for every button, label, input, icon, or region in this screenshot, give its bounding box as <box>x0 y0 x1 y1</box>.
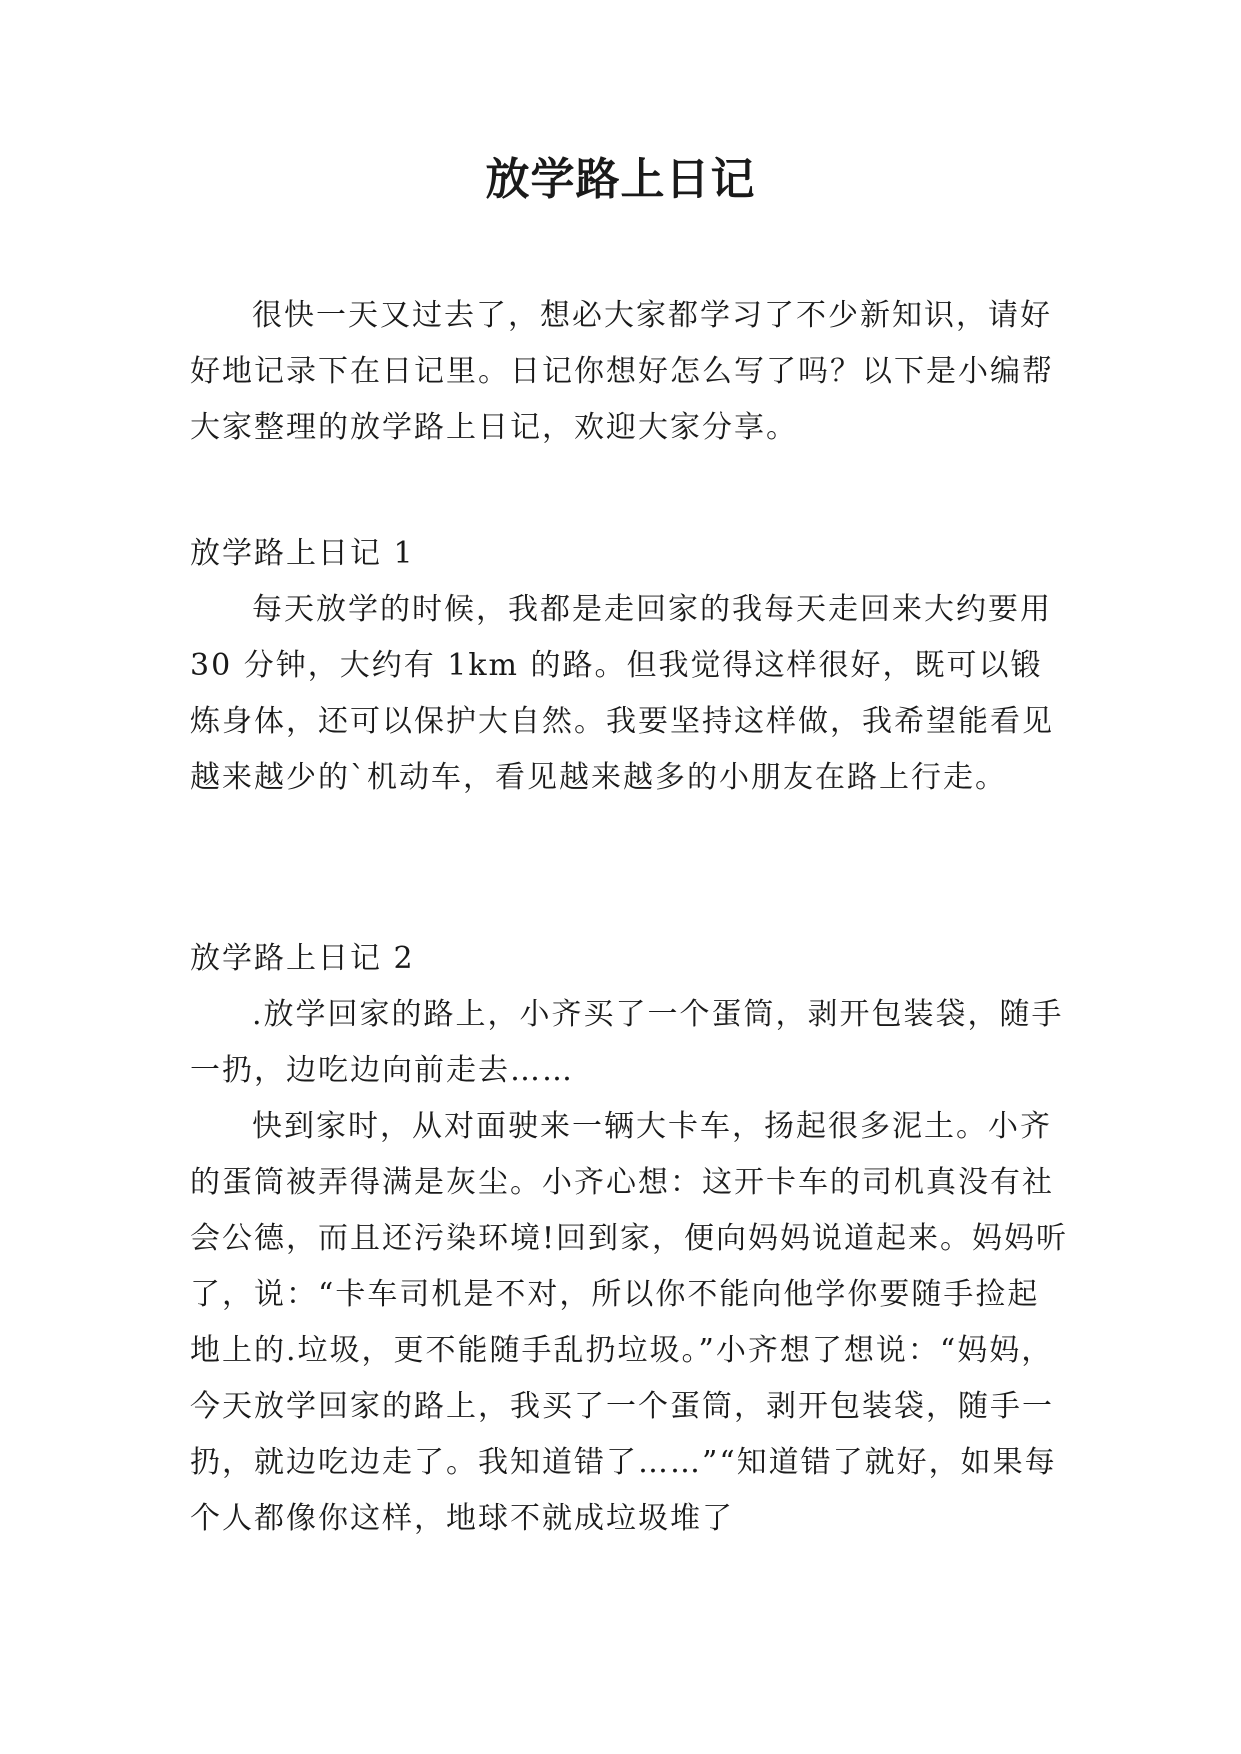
diary-2-body <box>190 987 1070 1547</box>
intro-section <box>190 288 1070 456</box>
diary-1-heading: 放学路上日记 1 <box>190 536 415 571</box>
diary-1-paragraph-1: 每天放学的时候，我都是走回家的我每天走回来大约要用 30 分钟，大约有 1km 的路。但我觉得这样很好，既可以锻炼身体，还可以保护大自然。我要坚持这样做，我希望能看见越来越少的`机动车，看见越来越多的小朋友在路上行走。 <box>190 592 1054 795</box>
diary-1-heading-block <box>190 526 1070 582</box>
intro-paragraph: 很快一天又过去了，想必大家都学习了不少新知识，请好好地记录下在日记里。日记你想好怎么写了吗？以下是小编帮大家整理的放学路上日记，欢迎大家分享。 <box>190 298 1054 445</box>
diary-2-heading: 放学路上日记 2 <box>190 941 415 976</box>
diary-1-body <box>190 582 1070 806</box>
diary-2-heading-block <box>190 931 1070 987</box>
diary-2-paragraph-2: 快到家时，从对面驶来一辆大卡车，扬起很多泥土。小齐的蛋筒被弄得满是灰尘。小齐心想：这开卡车的司机真没有社会公德，而且还污染环境!回到家，便向妈妈说道起来。妈妈听了，说：“卡车司机是不对，所以你不能向他学你要随手捡起地上的.垃圾，更不能随手乱扔垃圾。”小齐想了想说：“妈妈，今天放学回家的路上，我买了一个蛋筒，剥开包装袋，随手一扔，就边吃边走了。我知道错了……”“知道错了就好，如果每个人都像你这样，地球不就成垃圾堆了 <box>190 1109 1069 1536</box>
document-title: 放学路上日记 <box>485 154 756 205</box>
diary-2-paragraph-1: .放学回家的路上，小齐买了一个蛋筒，剥开包装袋，随手一扔，边吃边向前走去…… <box>190 997 1064 1088</box>
